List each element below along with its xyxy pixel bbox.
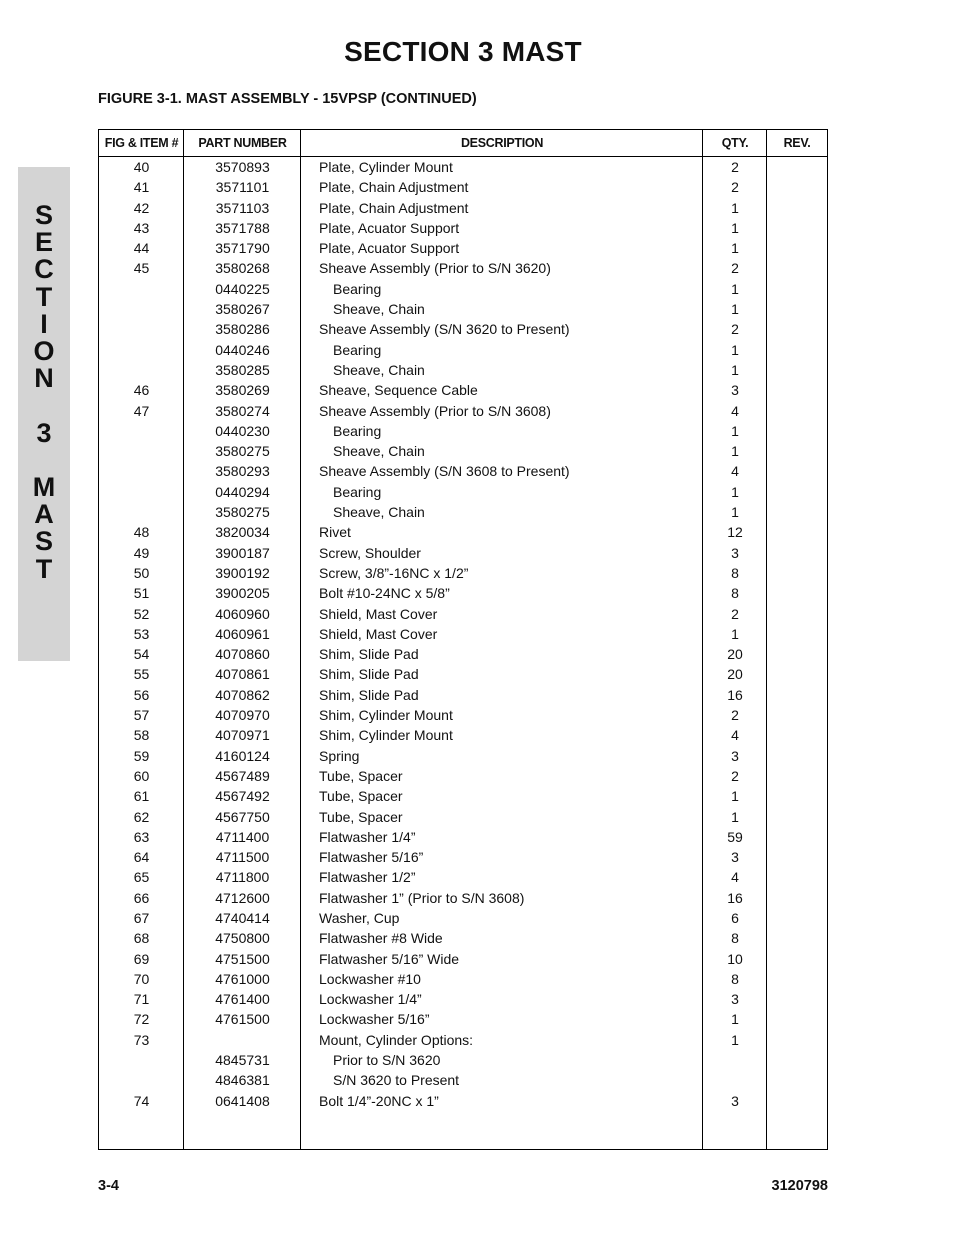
quantity: 3 — [731, 382, 739, 399]
item-number: 42 — [133, 199, 150, 216]
description: Bolt #10-24NC x 5/8” — [319, 585, 450, 602]
description: Sheave, Chain — [333, 361, 425, 378]
item-number: 73 — [133, 1031, 150, 1048]
description: Plate, Cylinder Mount — [319, 159, 453, 175]
figure-title: FIGURE 3-1. MAST ASSEMBLY - 15VPSP (CONTINUED) — [98, 91, 477, 107]
part-number: 4070971 — [215, 727, 270, 744]
description: Tube, Spacer — [319, 767, 403, 784]
part-number: 4070860 — [215, 646, 270, 663]
description: Sheave, Chain — [333, 443, 425, 460]
quantity: 2 — [731, 605, 739, 622]
description: Sheave Assembly (S/N 3608 to Present) — [319, 463, 570, 480]
section-title: SECTION 3 MAST — [344, 36, 582, 67]
table-row — [99, 562, 827, 582]
item-number: 40 — [133, 159, 150, 175]
description: Screw, Shoulder — [319, 544, 421, 561]
table-row — [99, 663, 827, 683]
table-row — [99, 278, 827, 298]
table-row — [99, 542, 827, 562]
quantity: 4 — [731, 402, 739, 419]
part-number: 4070970 — [215, 707, 270, 724]
table-row — [99, 379, 827, 399]
part-number: 3580275 — [215, 504, 270, 521]
section-side-tab — [18, 167, 70, 661]
part-number: 4070861 — [215, 666, 270, 683]
item-number: 57 — [133, 707, 150, 724]
table-row — [99, 866, 827, 886]
table-row — [99, 440, 827, 460]
table-row — [99, 643, 827, 663]
part-number: 4751500 — [215, 950, 270, 967]
item-number: 61 — [133, 788, 150, 805]
item-number: 74 — [133, 1092, 150, 1109]
table-row — [99, 318, 827, 338]
table-row — [99, 298, 827, 318]
quantity: 20 — [727, 646, 743, 663]
quantity: 2 — [731, 179, 739, 196]
description: Flatwasher 5/16” Wide — [319, 950, 460, 967]
table-row — [99, 217, 827, 237]
header-qty: QTY. — [721, 136, 749, 150]
item-number: 71 — [133, 991, 150, 1008]
quantity: 1 — [731, 625, 739, 642]
description: Plate, Chain Adjustment — [319, 199, 469, 216]
part-number: 3580293 — [215, 463, 270, 480]
part-number: 4070862 — [215, 686, 270, 703]
part-number: 0440246 — [215, 341, 270, 358]
description: Flatwasher 1/4” — [319, 828, 416, 845]
table-row — [99, 603, 827, 623]
description: Bearing — [333, 341, 382, 358]
part-number: 4761500 — [215, 1011, 270, 1028]
table-row — [99, 1029, 827, 1049]
quantity: 4 — [731, 869, 739, 886]
part-number: 4060960 — [215, 605, 270, 622]
part-number: 0641408 — [215, 1092, 270, 1109]
item-number: 51 — [133, 585, 150, 602]
item-number: 70 — [133, 970, 150, 987]
quantity: 2 — [731, 707, 739, 724]
table-row — [99, 745, 827, 765]
part-number: 4060961 — [215, 625, 270, 642]
part-number: 3580286 — [215, 321, 270, 338]
table-row — [99, 359, 827, 379]
side-tab-letter: T — [35, 281, 53, 312]
part-number: 3571790 — [215, 240, 270, 257]
quantity: 1 — [731, 788, 739, 805]
quantity: 2 — [731, 321, 739, 338]
item-number: 62 — [133, 808, 150, 825]
item-number: 58 — [133, 727, 150, 744]
item-number: 69 — [133, 950, 150, 967]
quantity: 1 — [731, 1011, 739, 1028]
part-number: 4567750 — [215, 808, 270, 825]
part-number: 3580275 — [215, 443, 270, 460]
quantity: 8 — [731, 585, 739, 602]
table-row — [99, 521, 827, 541]
table-row — [99, 968, 827, 988]
side-tab-letter: 3 — [36, 417, 52, 448]
table-row — [99, 481, 827, 501]
table-row — [99, 887, 827, 907]
description: Shim, Slide Pad — [319, 646, 419, 663]
description: Flatwasher 5/16” — [319, 849, 424, 866]
description: Sheave Assembly (S/N 3620 to Present) — [319, 321, 570, 338]
header-description: DESCRIPTION — [460, 136, 544, 150]
item-number: 41 — [133, 179, 150, 196]
side-tab-letter: S — [34, 200, 53, 230]
part-number: 3820034 — [215, 524, 270, 541]
part-number: 4750800 — [215, 930, 270, 947]
table-row — [99, 257, 827, 277]
table-row — [99, 806, 827, 826]
part-number: 4712600 — [215, 889, 270, 906]
page-number: 3-4 — [98, 1178, 119, 1194]
description: Shim, Slide Pad — [319, 666, 419, 683]
description: Sheave Assembly (Prior to S/N 3608) — [319, 402, 551, 419]
item-number: 48 — [133, 524, 150, 541]
quantity: 8 — [731, 564, 739, 581]
quantity: 1 — [731, 361, 739, 378]
description: Shield, Mast Cover — [319, 605, 438, 622]
description: Bearing — [333, 483, 382, 500]
table-row — [99, 907, 827, 927]
quantity: 1 — [731, 1031, 739, 1048]
description: Shim, Slide Pad — [319, 686, 419, 703]
part-number: 3571103 — [215, 199, 270, 216]
description: Bearing — [333, 280, 382, 297]
part-number: 4711500 — [215, 849, 270, 866]
quantity: 2 — [731, 159, 739, 175]
table-row — [99, 1090, 827, 1110]
quantity: 1 — [731, 341, 739, 358]
part-number: 4761000 — [215, 970, 270, 987]
description: Lockwasher 1/4” — [319, 991, 422, 1008]
header-rev: REV. — [783, 136, 811, 150]
item-number: 59 — [133, 747, 150, 764]
table-row — [99, 237, 827, 257]
description: S/N 3620 to Present — [333, 1072, 460, 1089]
part-number: 0440294 — [215, 483, 270, 500]
description: Bearing — [333, 422, 382, 439]
table-row — [99, 724, 827, 744]
item-number: 63 — [133, 828, 150, 845]
description: Plate, Acuator Support — [319, 240, 460, 257]
part-number: 4845731 — [215, 1052, 270, 1069]
header-item: FIG & ITEM # — [104, 136, 179, 150]
item-number: 47 — [133, 402, 150, 419]
side-tab-letter: C — [34, 254, 54, 285]
description: Sheave, Chain — [333, 504, 425, 521]
part-number: 3571101 — [215, 179, 270, 196]
description: Flatwasher #8 Wide — [319, 930, 443, 947]
quantity: 1 — [731, 301, 739, 318]
part-number: 4160124 — [215, 747, 270, 764]
table-row — [99, 1069, 827, 1089]
table-row — [99, 176, 827, 196]
description: Sheave, Sequence Cable — [319, 382, 478, 399]
part-number: 3900187 — [215, 544, 270, 561]
description: Mount, Cylinder Options: — [319, 1031, 474, 1048]
table-row — [99, 623, 827, 643]
description: Tube, Spacer — [319, 808, 403, 825]
quantity: 8 — [731, 970, 739, 987]
table-row — [99, 948, 827, 968]
part-number: 3580285 — [215, 361, 270, 378]
description: Bolt 1/4”-20NC x 1” — [319, 1092, 439, 1109]
item-number: 67 — [133, 909, 150, 926]
side-tab-letter: I — [40, 308, 48, 339]
table-row — [99, 826, 827, 846]
quantity: 1 — [731, 280, 739, 297]
part-number: 3580268 — [215, 260, 270, 277]
table-row — [99, 339, 827, 359]
item-number: 60 — [133, 767, 150, 784]
quantity: 6 — [731, 909, 739, 926]
quantity: 10 — [727, 950, 743, 967]
description: Spring — [319, 747, 360, 764]
description: Lockwasher 5/16” — [319, 1011, 430, 1028]
part-number: 4711800 — [215, 869, 270, 886]
table-row — [99, 420, 827, 440]
table-row — [99, 1008, 827, 1028]
item-number: 44 — [133, 240, 150, 257]
quantity: 59 — [727, 828, 743, 845]
item-number: 45 — [133, 260, 150, 277]
description: Prior to S/N 3620 — [333, 1052, 441, 1069]
description: Sheave, Chain — [333, 301, 425, 318]
quantity: 8 — [731, 930, 739, 947]
description: Lockwasher #10 — [319, 970, 421, 987]
part-number: 3900192 — [215, 564, 270, 581]
header-part-number: PART NUMBER — [198, 136, 287, 150]
part-number: 4740414 — [215, 909, 270, 926]
table-row — [99, 582, 827, 602]
part-number: 4711400 — [215, 828, 270, 845]
description: Washer, Cup — [319, 909, 400, 926]
table-row — [99, 846, 827, 866]
table-row — [99, 400, 827, 420]
quantity: 1 — [731, 199, 739, 216]
table-body — [99, 156, 827, 1110]
quantity: 20 — [727, 666, 743, 683]
part-number: 3570893 — [215, 159, 270, 175]
item-number: 49 — [133, 544, 150, 561]
quantity: 1 — [731, 240, 739, 257]
description: Shim, Cylinder Mount — [319, 707, 453, 724]
side-tab-letter: N — [34, 363, 54, 394]
side-tab-letter: M — [32, 472, 56, 502]
part-number: 3900205 — [215, 585, 270, 602]
quantity: 4 — [731, 463, 739, 480]
item-number: 68 — [133, 930, 150, 947]
table-row — [99, 684, 827, 704]
quantity: 1 — [731, 504, 739, 521]
quantity: 1 — [731, 483, 739, 500]
table-row — [99, 927, 827, 947]
quantity: 3 — [731, 747, 739, 764]
quantity: 1 — [731, 808, 739, 825]
quantity: 2 — [731, 767, 739, 784]
table-row — [99, 785, 827, 805]
part-number: 3580267 — [215, 301, 270, 318]
part-number: 0440230 — [215, 422, 270, 439]
description: Plate, Chain Adjustment — [319, 179, 469, 196]
description: Screw, 3/8”-16NC x 1/2” — [319, 564, 469, 581]
part-number: 4761400 — [215, 991, 270, 1008]
description: Rivet — [319, 524, 351, 541]
table-row — [99, 460, 827, 480]
item-number: 56 — [133, 686, 150, 703]
item-number: 55 — [133, 666, 150, 683]
description: Flatwasher 1” (Prior to S/N 3608) — [319, 889, 525, 906]
quantity: 3 — [731, 991, 739, 1008]
table-row — [99, 156, 827, 176]
quantity: 3 — [731, 1092, 739, 1109]
side-tab-letter: A — [34, 499, 54, 530]
description: Flatwasher 1/2” — [319, 869, 416, 886]
item-number: 65 — [133, 869, 150, 886]
quantity: 3 — [731, 849, 739, 866]
quantity: 3 — [731, 544, 739, 561]
quantity: 2 — [731, 260, 739, 277]
quantity: 12 — [727, 524, 743, 541]
item-number: 66 — [133, 889, 150, 906]
part-number: 4567489 — [215, 767, 270, 784]
item-number: 72 — [133, 1011, 150, 1028]
description: Shim, Cylinder Mount — [319, 727, 453, 744]
parts-table — [98, 129, 828, 1150]
side-tab-letter: S — [34, 526, 53, 557]
quantity: 1 — [731, 219, 739, 236]
part-number: 4567492 — [215, 788, 270, 805]
item-number: 54 — [133, 646, 150, 663]
quantity: 4 — [731, 727, 739, 744]
table-row — [99, 988, 827, 1008]
table-row — [99, 765, 827, 785]
part-number: 0440225 — [215, 280, 270, 297]
item-number: 64 — [133, 849, 150, 866]
part-number: 3571788 — [215, 219, 270, 236]
document-number: 3120798 — [771, 1178, 828, 1194]
table-row — [99, 704, 827, 724]
quantity: 1 — [731, 422, 739, 439]
table-row — [99, 501, 827, 521]
item-number: 50 — [133, 564, 150, 581]
table-row — [99, 1049, 827, 1069]
quantity: 1 — [731, 443, 739, 460]
side-tab-letter: T — [35, 553, 53, 584]
description: Shield, Mast Cover — [319, 625, 438, 642]
part-number: 3580274 — [215, 402, 270, 419]
item-number: 53 — [133, 625, 150, 642]
part-number: 3580269 — [215, 382, 270, 399]
part-number: 4846381 — [215, 1072, 270, 1089]
item-number: 46 — [133, 382, 150, 399]
description: Sheave Assembly (Prior to S/N 3620) — [319, 260, 551, 277]
side-tab-letter: E — [34, 227, 53, 258]
description: Plate, Acuator Support — [319, 219, 460, 236]
side-tab-letter: O — [33, 336, 55, 366]
table-row — [99, 197, 827, 217]
description: Tube, Spacer — [319, 788, 403, 805]
quantity: 16 — [727, 889, 743, 906]
quantity: 16 — [727, 686, 743, 703]
item-number: 43 — [133, 219, 150, 236]
item-number: 52 — [133, 605, 150, 622]
